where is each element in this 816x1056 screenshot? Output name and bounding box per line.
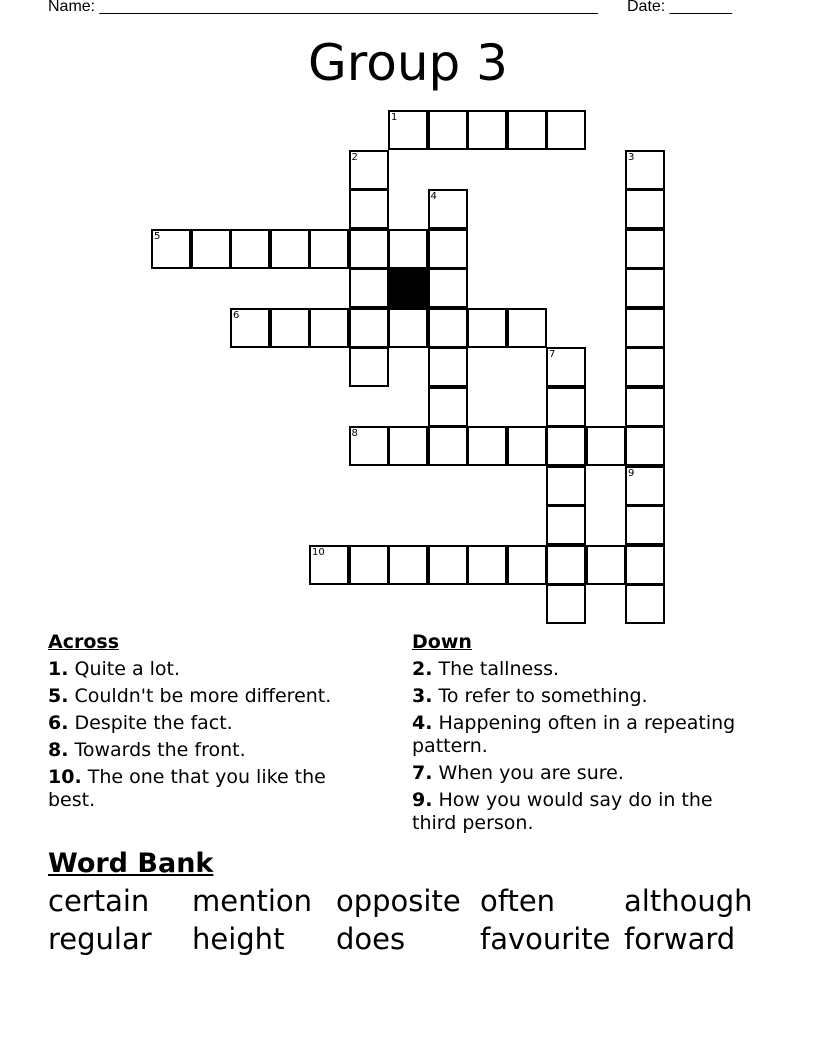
- word-bank-word: does: [336, 922, 406, 956]
- clue-number: 6.: [48, 712, 69, 734]
- grid-cell[interactable]: [546, 545, 586, 585]
- date-field-label: Date: _______: [627, 0, 732, 15]
- grid-cell[interactable]: [151, 229, 191, 269]
- grid-cell[interactable]: [388, 229, 428, 269]
- down-heading: Down: [412, 631, 472, 653]
- clue-number: 9.: [412, 789, 433, 811]
- grid-cell[interactable]: [546, 584, 586, 624]
- word-bank-word: mention: [192, 884, 313, 918]
- grid-cell[interactable]: [230, 308, 270, 348]
- clue-text: Couldn't be more different.: [68, 685, 332, 707]
- grid-cell[interactable]: [507, 426, 547, 466]
- down-clue-9: [412, 789, 757, 835]
- grid-cell[interactable]: [428, 308, 468, 348]
- grid-cell[interactable]: [625, 505, 665, 545]
- clue-text: Despite the fact.: [68, 712, 233, 734]
- cell-number: 3: [628, 151, 635, 163]
- word-bank-word: forward: [624, 922, 736, 956]
- down-clue-3: [412, 685, 757, 708]
- grid-cell[interactable]: [309, 545, 349, 585]
- grid-cell[interactable]: [467, 545, 507, 585]
- cell-number: 1: [391, 112, 398, 123]
- grid-cell[interactable]: [625, 308, 665, 348]
- grid-cell[interactable]: [586, 426, 626, 466]
- grid-cell[interactable]: [349, 308, 389, 348]
- clue-number: 1.: [48, 658, 69, 680]
- grid-cell[interactable]: [428, 229, 468, 269]
- down-clue-4: [412, 712, 757, 758]
- grid-cell[interactable]: [349, 426, 389, 466]
- grid-cell[interactable]: [270, 229, 310, 269]
- grid-cell[interactable]: [428, 189, 468, 229]
- grid-cell[interactable]: [625, 189, 665, 229]
- cell-number: 5: [154, 230, 161, 242]
- clue-number: 3.: [412, 685, 433, 707]
- down-clue-7: [412, 762, 757, 785]
- clue-number: 2.: [412, 658, 433, 680]
- across-clue-6: [48, 712, 378, 735]
- across-clues: [48, 631, 378, 816]
- grid-cell[interactable]: [467, 308, 507, 348]
- grid-cell[interactable]: [546, 110, 586, 150]
- grid-cell[interactable]: [388, 426, 428, 466]
- word-bank-title: Word Bank: [48, 848, 214, 879]
- grid-cell[interactable]: [625, 268, 665, 308]
- clue-number: 7.: [412, 762, 433, 784]
- grid-cell[interactable]: [349, 268, 389, 308]
- page-title: Group 3: [308, 34, 508, 92]
- grid-cell[interactable]: [625, 347, 665, 387]
- grid-cell[interactable]: [309, 229, 349, 269]
- grid-cell[interactable]: [309, 308, 349, 348]
- grid-cell[interactable]: [467, 110, 507, 150]
- grid-cell[interactable]: [625, 387, 665, 427]
- grid-cell[interactable]: [388, 545, 428, 585]
- word-bank-word: often: [480, 884, 556, 918]
- word-bank-word: although: [624, 884, 753, 918]
- grid-cell[interactable]: [546, 387, 586, 427]
- clue-number: 5.: [48, 685, 69, 707]
- clue-number: 10.: [48, 766, 82, 788]
- clue-text: The tallness.: [432, 658, 560, 680]
- across-clue-8: [48, 739, 378, 762]
- cell-number: 8: [351, 428, 358, 439]
- grid-cell[interactable]: [349, 347, 389, 387]
- cell-number: 2: [351, 151, 358, 163]
- grid-cell[interactable]: [467, 426, 507, 466]
- grid-cell[interactable]: [349, 150, 389, 190]
- grid-cell[interactable]: [428, 268, 468, 308]
- clue-text: Quite a lot.: [68, 658, 181, 680]
- grid-cell[interactable]: [428, 545, 468, 585]
- black-cell: [388, 268, 428, 308]
- clue-text: When you are sure.: [432, 762, 624, 784]
- cell-number: 9: [628, 467, 635, 479]
- clue-number: 8.: [48, 739, 69, 761]
- clue-text: Happening often in a repeating pattern.: [412, 712, 736, 757]
- grid-cell[interactable]: [546, 505, 586, 545]
- grid-cell[interactable]: [507, 110, 547, 150]
- cell-number: 10: [312, 546, 325, 558]
- cell-number: 7: [549, 349, 556, 360]
- name-field-label: Name: ________________________________________________________: [48, 0, 598, 15]
- grid-cell[interactable]: [507, 545, 547, 585]
- down-clue-2: [412, 658, 757, 681]
- clue-text: The one that you like the best.: [48, 766, 326, 811]
- grid-cell[interactable]: [625, 545, 665, 585]
- cell-number: 4: [430, 191, 437, 202]
- grid-cell[interactable]: [625, 229, 665, 269]
- cell-number: 6: [233, 309, 240, 321]
- word-bank-word: opposite: [336, 884, 461, 918]
- word-bank-word: regular: [48, 922, 152, 956]
- grid-cell[interactable]: [349, 229, 389, 269]
- grid-cell[interactable]: [428, 387, 468, 427]
- grid-cell[interactable]: [546, 347, 586, 387]
- word-bank-word: height: [192, 922, 285, 956]
- clue-text: Towards the front.: [68, 739, 246, 761]
- grid-cell[interactable]: [546, 466, 586, 506]
- clue-number: 4.: [412, 712, 433, 734]
- grid-cell[interactable]: [270, 308, 310, 348]
- across-heading: Across: [48, 631, 120, 653]
- grid-cell[interactable]: [230, 229, 270, 269]
- grid-cell[interactable]: [349, 189, 389, 229]
- grid-cell[interactable]: [388, 110, 428, 150]
- across-clue-5: [48, 685, 378, 708]
- across-clue-10: [48, 766, 378, 812]
- grid-cell[interactable]: [428, 347, 468, 387]
- grid-cell[interactable]: [625, 466, 665, 506]
- grid-cell[interactable]: [388, 308, 428, 348]
- grid-cell[interactable]: [507, 308, 547, 348]
- across-clue-1: [48, 658, 378, 681]
- clue-text: To refer to something.: [432, 685, 648, 707]
- grid-cell[interactable]: [191, 229, 231, 269]
- grid-cell[interactable]: [625, 426, 665, 466]
- down-clues: [412, 631, 757, 839]
- grid-cell[interactable]: [428, 110, 468, 150]
- word-bank-word: certain: [48, 884, 150, 918]
- grid-cell[interactable]: [586, 545, 626, 585]
- word-bank: [48, 882, 788, 958]
- word-bank-word: favourite: [480, 922, 611, 956]
- clue-text: How you would say do in the third person.: [412, 789, 713, 834]
- grid-cell[interactable]: [546, 426, 586, 466]
- grid-cell[interactable]: [625, 150, 665, 190]
- grid-cell[interactable]: [625, 584, 665, 624]
- grid-cell[interactable]: [428, 426, 468, 466]
- grid-cell[interactable]: [349, 545, 389, 585]
